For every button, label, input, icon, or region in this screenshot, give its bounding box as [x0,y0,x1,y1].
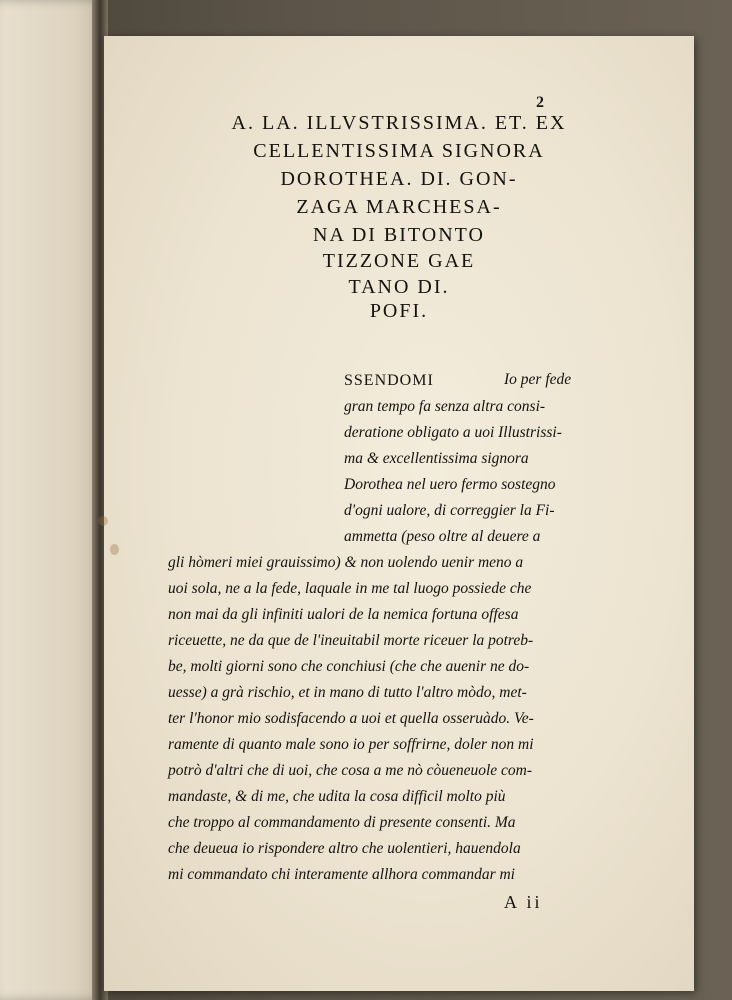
text-line: ammetta (peso oltre al deuere a [344,528,541,545]
opening-word: SSENDOMI [344,372,434,389]
text-line: deratione obligato a uoi Illustrissi- [344,424,562,441]
facing-page-left [0,0,104,1000]
text-line: d'ogni ualore, di correggier la Fi- [344,502,555,519]
text-line: ma & excellentissima signora [344,450,529,467]
text-line: non mai da gli infiniti ualori de la nemica fortuna offesa [168,606,519,623]
text-line: gran tempo fa senza altra consi- [344,398,546,415]
text-line: mi commandato chi interamente allhora commandar mi [168,866,515,883]
title-line: DOROTHEA. DI. GON- [280,168,518,190]
text-line: ter l'honor mio sodisfacendo a uoi et quella osseruàdo. Ve- [168,710,534,727]
text-line: gli hòmeri miei grauissimo) & non uolendo uenir meno a [168,554,524,571]
title-line: A. LA. ILLVSTRISSIMA. ET. EX [231,112,567,134]
signature-mark: A ii [504,892,543,912]
title-line: CELLENTISSIMA SIGNORA [253,140,545,162]
title-line: TIZZONE GAE [322,250,476,272]
text-line: uoi sola, ne a la fede, laquale in me tal luogo possiede che [168,580,532,597]
text-line: ramente di quanto male sono io per soffrirne, doler non mi [168,736,534,753]
text-line: che troppo al commandamento di presente consenti. Ma [168,814,516,831]
book-page [104,36,694,991]
text-line: potrò d'altri che di uoi, che cosa a me nò còueneuole com- [168,762,533,779]
title-line: NA DI BITONTO [313,224,485,246]
text-line: uesse) a grà rischio, et in mano di tutto l'altro mòdo, met- [168,684,527,701]
text-line: riceuette, ne da que de l'ineuitabil morte riceuer la potreb- [168,632,534,649]
text-line: Dorothea nel uero fermo sostegno [344,476,556,493]
text-line: Io per fede [504,371,572,388]
page-stain [110,544,119,555]
title-line: POFI. [369,300,429,322]
title-line: ZAGA MARCHESA- [296,196,502,218]
title-line: TANO DI. [348,276,450,298]
page-stain [98,516,108,526]
page-number: 2 [536,94,544,111]
text-line: che deueua io rispondere altro che uolentieri, hauendola [168,840,521,857]
text-line: be, molti giorni sono che conchiusi (che che auenir ne do- [168,658,530,675]
text-line: mandaste, & di me, che udita la cosa difficil molto più [168,788,506,805]
